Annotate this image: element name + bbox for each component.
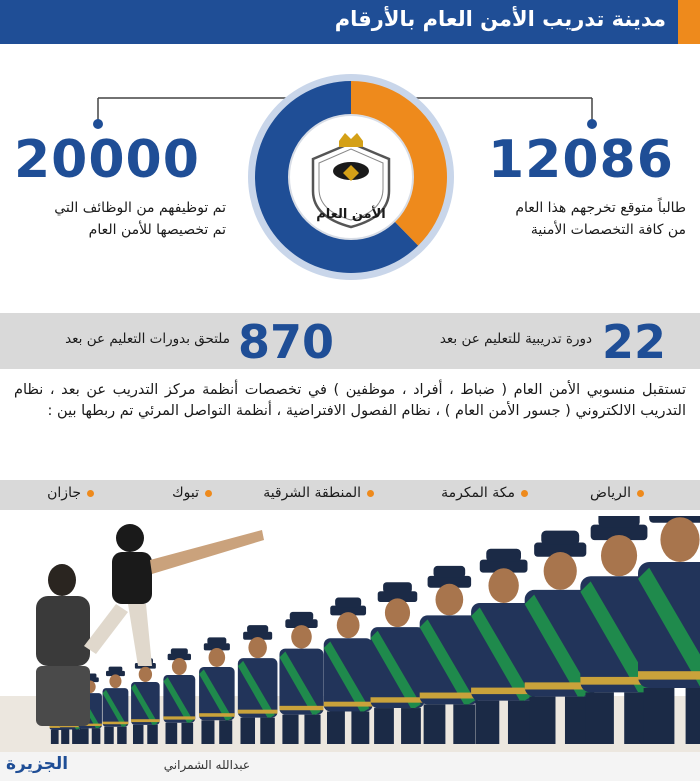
jobs-desc-line1: تم توظيفهم من الوظائف التي	[54, 200, 226, 216]
city-jazan: جازان	[47, 485, 94, 501]
courses-count: 22	[602, 315, 667, 369]
city-eastern: المنطقة الشرقية	[263, 485, 374, 501]
city-riyadh: الرياض	[590, 485, 644, 501]
graduates-desc-line1: طالباً متوقع تخرجهم هذا العام	[515, 200, 686, 216]
donut-chart	[246, 64, 456, 290]
bullet-icon	[637, 490, 644, 497]
jobs-desc-line2: تم تخصيصها للأمن العام	[88, 222, 226, 238]
graduates-desc-line2: من كافة التخصصات الأمنية	[530, 222, 686, 238]
enrolled-label: ملتحق بدورات التعليم عن بعد	[65, 331, 230, 347]
bullet-icon	[205, 490, 212, 497]
enrolled-count: 870	[238, 315, 335, 369]
designer-credit: عبدالله الشمراني	[163, 758, 250, 772]
page-title: مدينة تدريب الأمن العام بالأرقام	[334, 7, 666, 31]
description-paragraph: تستقبل منسوبي الأمن العام ( ضباط ، أفراد ، موظفين ) في تخصصات أنظمة مركز التدريب عن بعد ، نظام التدريب الالكتروني ( جسور الأمن العام ) ، نظام الفصول الافتراضية ، أنظمة التواصل المرئي تم ربطها بين :	[14, 382, 686, 419]
bullet-icon	[521, 490, 528, 497]
city-tabuk: تبوك	[172, 485, 212, 501]
city-makkah: مكة المكرمة	[441, 485, 528, 501]
jobs-count: 20000	[14, 130, 200, 190]
cities-bar	[0, 480, 700, 510]
courses-label: دورة تدريبية للتعليم عن بعد	[439, 331, 592, 347]
bullet-icon	[367, 490, 374, 497]
newspaper-logo: الجزيرة	[6, 754, 69, 774]
footer	[0, 752, 700, 781]
bullet-icon	[87, 490, 94, 497]
remote-training-band	[0, 313, 700, 369]
emblem-label: الأمن العام	[316, 207, 386, 222]
graduates-count: 12086	[488, 130, 674, 190]
parade-photo	[0, 516, 700, 752]
